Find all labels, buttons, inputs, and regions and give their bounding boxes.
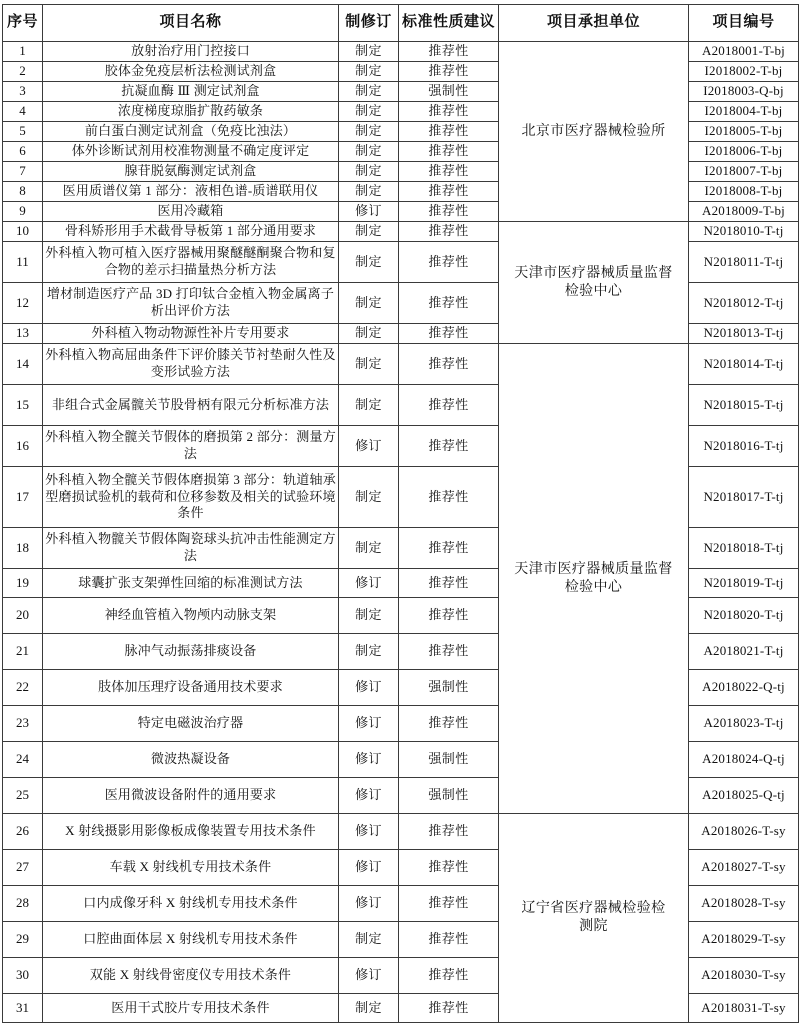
cell-code: I2018005-T-bj: [689, 122, 799, 142]
cell-code: A2018022-Q-tj: [689, 670, 799, 706]
cell-type: 制定: [339, 162, 399, 182]
cell-seq: 22: [3, 670, 43, 706]
cell-organization: 天津市医疗器械质量监督 检验中心: [499, 344, 689, 814]
cell-seq: 12: [3, 283, 43, 324]
cell-code: N2018017-T-tj: [689, 467, 799, 528]
cell-name: 非组合式金属髋关节股骨柄有限元分析标准方法: [43, 385, 339, 426]
cell-nature: 推荐性: [399, 426, 499, 467]
cell-name: 医用干式胶片专用技术条件: [43, 994, 339, 1023]
cell-name: 车载 X 射线机专用技术条件: [43, 850, 339, 886]
cell-name: 口腔曲面体层 X 射线机专用技术条件: [43, 922, 339, 958]
cell-nature: 推荐性: [399, 222, 499, 242]
table-row: [3, 814, 799, 850]
cell-seq: 3: [3, 82, 43, 102]
column-header-org: 项目承担单位: [499, 5, 689, 42]
cell-nature: 推荐性: [399, 324, 499, 344]
cell-nature: 推荐性: [399, 182, 499, 202]
cell-type: 制定: [339, 182, 399, 202]
table-body: [3, 42, 799, 1023]
cell-nature: 推荐性: [399, 706, 499, 742]
cell-organization: 北京市医疗器械检验所: [499, 42, 689, 222]
cell-type: 制定: [339, 283, 399, 324]
cell-type: 制定: [339, 994, 399, 1023]
cell-name: 腺苷脱氨酶测定试剂盒: [43, 162, 339, 182]
cell-name: 抗凝血酶 Ⅲ 测定试剂盒: [43, 82, 339, 102]
cell-code: N2018014-T-tj: [689, 344, 799, 385]
cell-nature: 推荐性: [399, 634, 499, 670]
cell-seq: 8: [3, 182, 43, 202]
cell-nature: 强制性: [399, 778, 499, 814]
cell-code: A2018028-T-sy: [689, 886, 799, 922]
cell-type: 修订: [339, 886, 399, 922]
cell-code: A2018001-T-bj: [689, 42, 799, 62]
cell-name: 外科植入物全髋关节假体的磨损第 2 部分：测量方法: [43, 426, 339, 467]
cell-type: 制定: [339, 324, 399, 344]
column-header-name: 项目名称: [43, 5, 339, 42]
table-row: [3, 344, 799, 385]
cell-seq: 11: [3, 242, 43, 283]
cell-nature: 推荐性: [399, 814, 499, 850]
cell-type: 修订: [339, 202, 399, 222]
cell-type: 制定: [339, 222, 399, 242]
cell-seq: 31: [3, 994, 43, 1023]
cell-seq: 1: [3, 42, 43, 62]
cell-code: N2018010-T-tj: [689, 222, 799, 242]
cell-type: 制定: [339, 922, 399, 958]
cell-seq: 10: [3, 222, 43, 242]
cell-seq: 29: [3, 922, 43, 958]
cell-nature: 推荐性: [399, 958, 499, 994]
column-header-type: 制修订: [339, 5, 399, 42]
cell-type: 制定: [339, 82, 399, 102]
cell-seq: 24: [3, 742, 43, 778]
standards-plan-table: [2, 4, 799, 1023]
cell-nature: 推荐性: [399, 283, 499, 324]
cell-type: 制定: [339, 242, 399, 283]
cell-type: 修订: [339, 958, 399, 994]
cell-code: A2018030-T-sy: [689, 958, 799, 994]
cell-code: I2018006-T-bj: [689, 142, 799, 162]
cell-type: 制定: [339, 122, 399, 142]
table-header-row: [3, 5, 799, 42]
cell-type: 修订: [339, 670, 399, 706]
cell-seq: 26: [3, 814, 43, 850]
cell-nature: 强制性: [399, 670, 499, 706]
cell-nature: 推荐性: [399, 598, 499, 634]
cell-type: 修订: [339, 850, 399, 886]
cell-name: 外科植入物全髋关节假体磨损第 3 部分：轨道轴承型磨损试验机的载荷和位移参数及相关的试验环境条件: [43, 467, 339, 528]
cell-name: 体外诊断试剂用校准物测量不确定度评定: [43, 142, 339, 162]
cell-code: A2018027-T-sy: [689, 850, 799, 886]
cell-name: 球囊扩张支架弹性回缩的标准测试方法: [43, 569, 339, 598]
cell-code: I2018003-Q-bj: [689, 82, 799, 102]
cell-nature: 推荐性: [399, 102, 499, 122]
cell-nature: 推荐性: [399, 202, 499, 222]
cell-code: N2018020-T-tj: [689, 598, 799, 634]
cell-type: 修订: [339, 706, 399, 742]
cell-name: 肢体加压理疗设备通用技术要求: [43, 670, 339, 706]
cell-nature: 推荐性: [399, 385, 499, 426]
cell-code: I2018007-T-bj: [689, 162, 799, 182]
cell-code: A2018025-Q-tj: [689, 778, 799, 814]
cell-seq: 17: [3, 467, 43, 528]
cell-seq: 18: [3, 528, 43, 569]
cell-name: 增材制造医疗产品 3D 打印钛合金植入物金属离子析出评价方法: [43, 283, 339, 324]
cell-seq: 21: [3, 634, 43, 670]
cell-nature: 强制性: [399, 82, 499, 102]
cell-nature: 推荐性: [399, 42, 499, 62]
cell-code: A2018029-T-sy: [689, 922, 799, 958]
cell-name: 医用质谱仪第 1 部分：液相色谱-质谱联用仪: [43, 182, 339, 202]
cell-code: N2018018-T-tj: [689, 528, 799, 569]
cell-nature: 推荐性: [399, 886, 499, 922]
cell-type: 制定: [339, 142, 399, 162]
cell-name: 前白蛋白测定试剂盒（免疫比浊法）: [43, 122, 339, 142]
cell-type: 制定: [339, 42, 399, 62]
cell-type: 制定: [339, 598, 399, 634]
cell-name: 微波热凝设备: [43, 742, 339, 778]
cell-seq: 9: [3, 202, 43, 222]
cell-nature: 推荐性: [399, 344, 499, 385]
cell-seq: 13: [3, 324, 43, 344]
cell-nature: 强制性: [399, 742, 499, 778]
cell-seq: 2: [3, 62, 43, 82]
cell-type: 修订: [339, 742, 399, 778]
cell-code: N2018019-T-tj: [689, 569, 799, 598]
cell-seq: 25: [3, 778, 43, 814]
cell-code: A2018024-Q-tj: [689, 742, 799, 778]
cell-nature: 推荐性: [399, 62, 499, 82]
cell-seq: 28: [3, 886, 43, 922]
cell-name: X 射线摄影用影像板成像装置专用技术条件: [43, 814, 339, 850]
cell-name: 双能 X 射线骨密度仪专用技术条件: [43, 958, 339, 994]
cell-nature: 推荐性: [399, 528, 499, 569]
cell-name: 神经血管植入物颅内动脉支架: [43, 598, 339, 634]
cell-type: 制定: [339, 344, 399, 385]
cell-name: 浓度梯度琼脂扩散药敏条: [43, 102, 339, 122]
cell-type: 修订: [339, 569, 399, 598]
cell-code: N2018012-T-tj: [689, 283, 799, 324]
cell-seq: 6: [3, 142, 43, 162]
cell-name: 医用冷藏箱: [43, 202, 339, 222]
cell-type: 修订: [339, 778, 399, 814]
cell-name: 外科植入物可植入医疗器械用聚醚醚酮聚合物和复合物的差示扫描量热分析方法: [43, 242, 339, 283]
cell-code: N2018013-T-tj: [689, 324, 799, 344]
cell-type: 制定: [339, 634, 399, 670]
cell-seq: 14: [3, 344, 43, 385]
cell-seq: 16: [3, 426, 43, 467]
table-header: [3, 5, 799, 42]
cell-type: 制定: [339, 102, 399, 122]
cell-name: 胶体金免疫层析法检测试剂盒: [43, 62, 339, 82]
cell-code: A2018023-T-tj: [689, 706, 799, 742]
cell-seq: 15: [3, 385, 43, 426]
cell-code: A2018009-T-bj: [689, 202, 799, 222]
cell-nature: 推荐性: [399, 994, 499, 1023]
table-row: [3, 222, 799, 242]
cell-code: N2018015-T-tj: [689, 385, 799, 426]
cell-type: 制定: [339, 385, 399, 426]
cell-organization: 天津市医疗器械质量监督 检验中心: [499, 222, 689, 344]
cell-seq: 19: [3, 569, 43, 598]
cell-name: 脉冲气动振荡排痰设备: [43, 634, 339, 670]
cell-code: N2018016-T-tj: [689, 426, 799, 467]
cell-nature: 推荐性: [399, 922, 499, 958]
cell-name: 外科植入物髋关节假体陶瓷球头抗冲击性能测定方法: [43, 528, 339, 569]
cell-seq: 30: [3, 958, 43, 994]
cell-organization: 辽宁省医疗器械检验检 测院: [499, 814, 689, 1023]
cell-code: I2018002-T-bj: [689, 62, 799, 82]
column-header-code: 项目编号: [689, 5, 799, 42]
cell-type: 制定: [339, 62, 399, 82]
cell-nature: 推荐性: [399, 467, 499, 528]
cell-nature: 推荐性: [399, 242, 499, 283]
cell-code: A2018021-T-tj: [689, 634, 799, 670]
cell-nature: 推荐性: [399, 850, 499, 886]
cell-code: A2018031-T-sy: [689, 994, 799, 1023]
cell-code: I2018004-T-bj: [689, 102, 799, 122]
cell-seq: 23: [3, 706, 43, 742]
cell-code: I2018008-T-bj: [689, 182, 799, 202]
cell-nature: 推荐性: [399, 569, 499, 598]
cell-name: 医用微波设备附件的通用要求: [43, 778, 339, 814]
cell-seq: 27: [3, 850, 43, 886]
table-row: [3, 42, 799, 62]
column-header-seq: 序号: [3, 5, 43, 42]
cell-name: 外科植入物动物源性补片专用要求: [43, 324, 339, 344]
cell-seq: 5: [3, 122, 43, 142]
cell-name: 放射治疗用门控接口: [43, 42, 339, 62]
cell-name: 特定电磁波治疗器: [43, 706, 339, 742]
cell-type: 制定: [339, 528, 399, 569]
cell-seq: 7: [3, 162, 43, 182]
cell-name: 骨科矫形用手术截骨导板第 1 部分通用要求: [43, 222, 339, 242]
cell-type: 修订: [339, 814, 399, 850]
cell-nature: 推荐性: [399, 122, 499, 142]
cell-nature: 推荐性: [399, 142, 499, 162]
cell-type: 修订: [339, 426, 399, 467]
column-header-nature: 标准性质建议: [399, 5, 499, 42]
cell-code: A2018026-T-sy: [689, 814, 799, 850]
cell-name: 口内成像牙科 X 射线机专用技术条件: [43, 886, 339, 922]
cell-seq: 20: [3, 598, 43, 634]
cell-seq: 4: [3, 102, 43, 122]
cell-code: N2018011-T-tj: [689, 242, 799, 283]
cell-nature: 推荐性: [399, 162, 499, 182]
cell-name: 外科植入物高屈曲条件下评价膝关节衬垫耐久性及变形试验方法: [43, 344, 339, 385]
cell-type: 制定: [339, 467, 399, 528]
